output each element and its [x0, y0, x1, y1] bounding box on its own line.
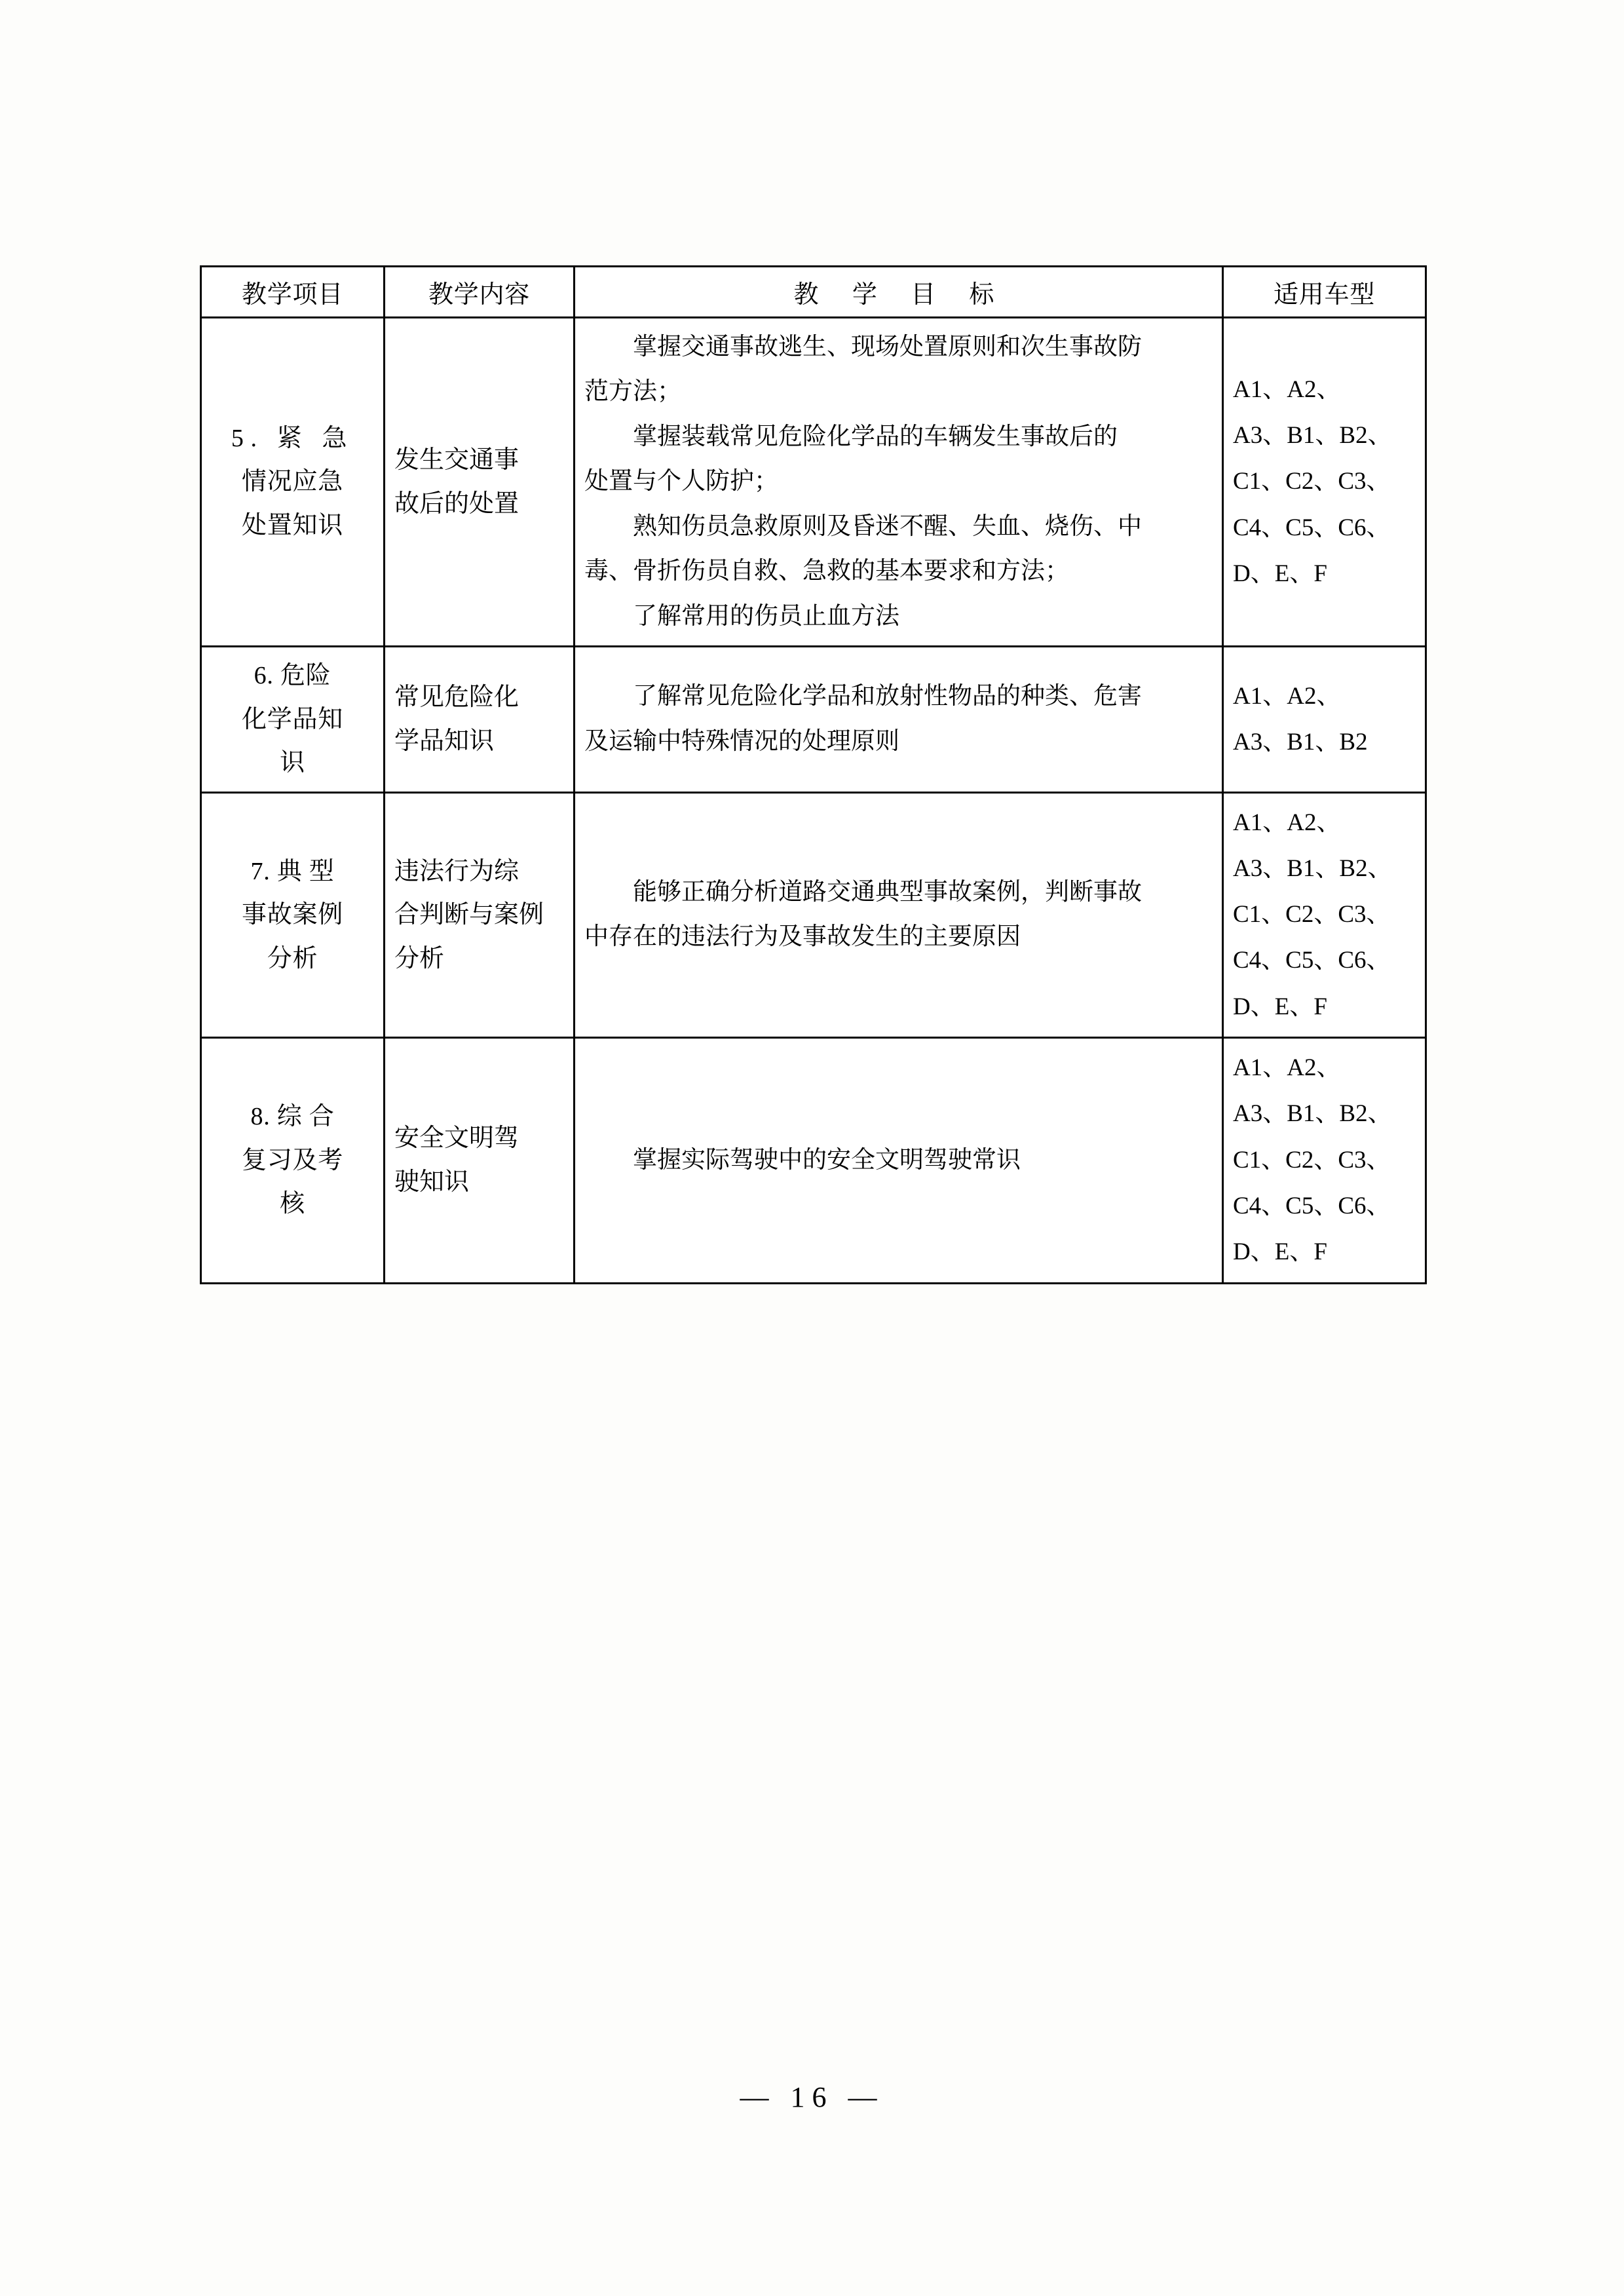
row-content-8: 安全文明驾 驶知识 [385, 1038, 575, 1283]
row-goal-8: 掌握实际驾驶中的安全文明驾驶常识 [575, 1038, 1223, 1283]
table-header-row [201, 267, 1426, 318]
row-item-6: 6. 危险 化学品知 识 [201, 647, 385, 793]
row-goal-7: 能够正确分析道路交通典型事故案例，判断事故 中存在的违法行为及事故发生的主要原因 [575, 792, 1223, 1037]
syllabus-table [200, 265, 1427, 1284]
row-goal-6: 了解常见危险化学品和放射性物品的种类、危害 及运输中特殊情况的处理原则 [575, 647, 1223, 793]
row-goal-5: 掌握交通事故逃生、现场处置原则和次生事故防 范方法； 掌握装载常见危险化学品的车辆发生事故后的 处置与个人防护； 熟知伤员急救原则及昏迷不醒、失血、烧伤、中 毒、骨折伤员自救、急救的基本要求和方法； 了解常用的伤员止血方法 [575, 318, 1223, 647]
header-applicable-vehicle: 适用车型 [1223, 267, 1426, 318]
row-content-5: 发生交通事 故后的处置 [385, 318, 575, 647]
table-row [201, 1038, 1426, 1283]
syllabus-table-wrapper [200, 265, 1425, 1284]
page-number-text: — 16 — [740, 2081, 884, 2113]
header-teaching-item: 教学项目 [201, 267, 385, 318]
header-teaching-goal: 教 学 目 标 [575, 267, 1223, 318]
row-item-5: 5. 紧 急 情况应急 处置知识 [201, 318, 385, 647]
page-number [0, 2080, 1624, 2114]
row-content-7: 违法行为综 合判断与案例 分析 [385, 792, 575, 1037]
row-vehicle-6: A1、A2、 A3、B1、B2 [1223, 647, 1426, 793]
row-item-7: 7. 典 型 事故案例 分析 [201, 792, 385, 1037]
row-vehicle-8: A1、A2、 A3、B1、B2、 C1、C2、C3、 C4、C5、C6、 D、E、F [1223, 1038, 1426, 1283]
table-row [201, 647, 1426, 793]
row-vehicle-5: A1、A2、 A3、B1、B2、 C1、C2、C3、 C4、C5、C6、 D、E、F [1223, 318, 1426, 647]
row-vehicle-7: A1、A2、 A3、B1、B2、 C1、C2、C3、 C4、C5、C6、 D、E、F [1223, 792, 1426, 1037]
row-content-6: 常见危险化 学品知识 [385, 647, 575, 793]
table-row [201, 792, 1426, 1037]
table-row [201, 318, 1426, 647]
row-item-8: 8. 综 合 复习及考 核 [201, 1038, 385, 1283]
header-teaching-content: 教学内容 [385, 267, 575, 318]
